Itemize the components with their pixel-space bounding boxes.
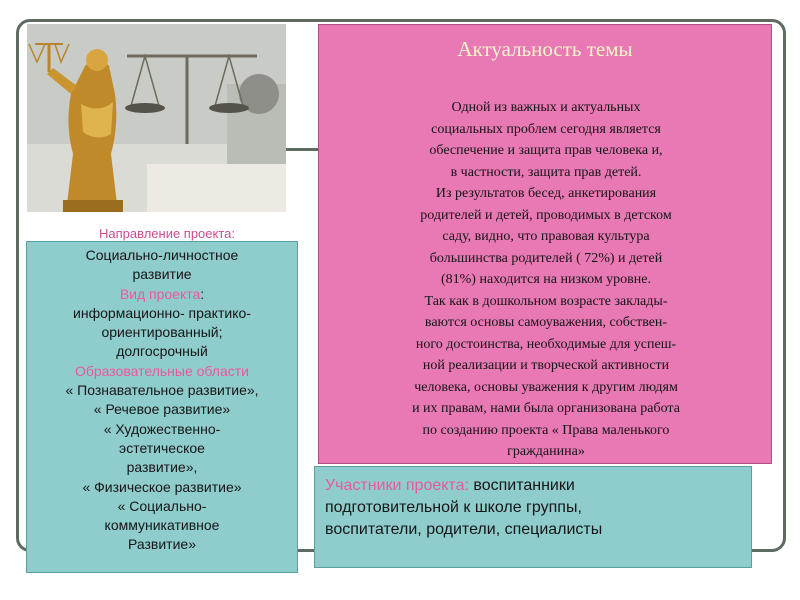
- text-line: человека, основы уважения к другим людям: [414, 379, 678, 395]
- justice-statue-photo: [27, 24, 286, 212]
- text-line: ваются основы самоуважения, собствен-: [424, 315, 668, 330]
- relevance-text: [339, 97, 753, 463]
- text-line: родителей и детей, проводимых в детском: [420, 207, 672, 223]
- connector-line: [286, 148, 319, 151]
- project-type-label: Вид проекта: [119, 285, 201, 302]
- participants-label: Участники проекта:: [325, 477, 469, 494]
- participants-line: воспитатели, родители, специалисты: [325, 521, 603, 538]
- panel-title: Актуальность темы: [457, 37, 633, 61]
- text-line: в частности, защита прав детей.: [450, 164, 642, 180]
- area-item: « Речевое развитие»: [93, 401, 231, 418]
- text-line: саду, видно, что правовая культура: [442, 229, 650, 244]
- project-type-value: ориентированный;: [101, 324, 223, 341]
- area-item: развитие»,: [126, 459, 198, 476]
- area-item: « Художественно-: [103, 420, 221, 437]
- text-line: и их правам, нами была организована работа: [412, 401, 680, 416]
- direction-value: Социально-личностное: [85, 247, 239, 263]
- direction-label: Направление проекта:: [98, 226, 236, 241]
- text-line: по созданию проекта « Права маленького: [422, 422, 670, 438]
- text-line: социальных проблем сегодня является: [431, 121, 661, 137]
- project-type-value: долгосрочный: [116, 343, 208, 360]
- participants-panel: [314, 466, 752, 568]
- project-type-value: информационно- практико-: [73, 304, 251, 321]
- text-line: обеспечение и защита прав человека и,: [429, 143, 663, 158]
- text-line: ной реализации и творческой активности: [422, 358, 670, 373]
- text-line: (81%) находится на низком уровне.: [440, 272, 652, 287]
- text-line: гражданина»: [507, 444, 585, 459]
- text-line: ного достоинства, необходимые для успеш-: [415, 336, 677, 352]
- direction-value: развитие: [132, 266, 192, 283]
- statue-of-justice-with-scales-icon: [27, 24, 286, 212]
- area-item: « Познавательное развитие»,: [65, 382, 259, 399]
- participants-value: воспитанники: [468, 477, 575, 494]
- area-item: Развитие»: [128, 536, 196, 553]
- project-type-heading: [27, 285, 297, 304]
- topic-relevance-panel: [318, 24, 772, 464]
- area-item: коммуникативное: [104, 517, 220, 534]
- area-item: эстетическое: [119, 439, 205, 456]
- text-line: Из результатов бесед, анкетирования: [435, 186, 657, 201]
- areas-label: Образовательные области: [74, 362, 249, 379]
- text-line: Так как в дошкольном возрасте заклады-: [424, 293, 668, 309]
- text-line: Одной из важных и актуальных: [451, 100, 641, 115]
- area-item: « Социально-: [117, 497, 207, 514]
- participants-line: подготовительной к школе группы,: [325, 499, 582, 516]
- project-type-colon: :: [200, 285, 205, 302]
- participants-line: [325, 475, 741, 497]
- area-item: « Физическое развитие»: [82, 478, 242, 495]
- text-line: большинства родителей ( 72%) и детей: [429, 250, 663, 266]
- project-info-panel: [26, 241, 298, 573]
